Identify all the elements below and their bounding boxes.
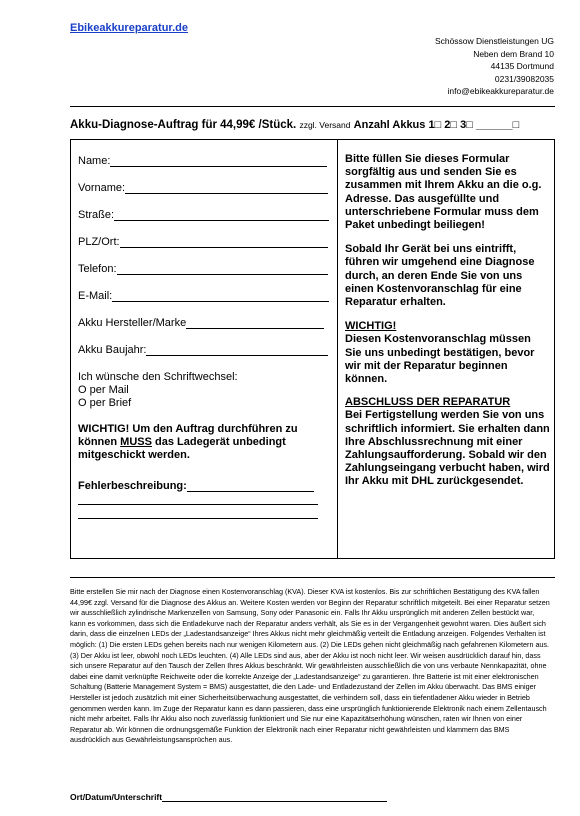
vorname-field[interactable]	[78, 182, 328, 194]
form-column-divider	[337, 139, 338, 559]
company-address	[435, 35, 554, 98]
fine-print: Bitte erstellen Sie mir nach der Diagnose einen Kostenvoranschlag (KVA). Dieser KVA ist kostenlos. Bis zur schriftlichen Bestätigung des KVA fallen 44,99€ zzgl. Versand für die Diagnose des Akkus an. Weitere Kosten werden vor Beginn der Reparatur schriftlich mitgeteilt. Bei einer Reparatur setzen wir ausschließlich zylindrische Markenzellen von Samsung, Sony oder Panasonic ein. Falls Ihr Akku ursprünglich mit anderen Zellen bestückt war, kann es vorkommen, dass sich die Entladekurve nach der Reparatur anders verhält, als Sie es in der Vergangenheit gewohnt waren. Dies äußert sich darin, dass die einzelnen LEDs der „Ladestandsanzeige“ Ihres Akkus nicht mehr gleichmäßig verteilt die Entladung anzeigen. Folgendes Verhalten ist möglich: (1) Die ersten LEDs gehen bereits nach nur wenigen Kilometern aus. (2) Die LEDs gehen nicht gleichmäßig nach gefahrenen Kilometern aus. (3) Der Akku ist leer, obwohl noch LEDs leuchten. (4) Alle LEDs sind aus, aber der Akku ist noch nicht leer. Wir weisen ausdrücklich darauf hin, dass sich unsere Reparatur auf den Tausch der Zellen Ihres Akkus beschränkt. Wir gewährleisten ausschließlich die von uns verbaute Nennkapazität, ohne dabei eine damit verknüpfte Reichweite oder die korrekte Anzeige der „Ladestandsanzeige“ zu garantieren. Ihre Batterie ist mit einer elektronischen Schaltung (Batterie Management System = BMS) ausgestattet, die den Lade- und Entladezustand der Zellen im Akku überwacht. Das BMS einiger Hersteller ist jedoch zusätzlich mit einer Sicherheitsüberwachung ausgestattet, die verhindern soll, dass ein tiefentladener Akku wieder in Betrieb genommen werden kann. Im Zuge der Reparatur kann es dann passieren, dass eine ursprünglich funktionierende Elektronik nach einem Zellentausch nicht mehr arbeitet. Falls Ihr Akku also noch zuverlässig funktioniert und Sie nur eine Kapazitätserhöhung wünschen, raten wir Ihnen von einer Reparatur ab. Wir können die ordnungsgemäße Funktion der Elektronik nach einer Reparatur nicht gewährleisten und klammern das BMS ausdrücklich aus Gewährleistungsansprüchen aus.	[70, 587, 550, 745]
charger-warning-muss: MUSS	[120, 436, 152, 448]
per-brief-option[interactable]: O per Brief	[78, 397, 132, 409]
order-title	[70, 119, 519, 131]
name-field[interactable]	[78, 155, 327, 167]
hersteller-label: Akku Hersteller/Marke	[78, 317, 187, 329]
email-field[interactable]	[78, 290, 329, 302]
vorname-label: Vorname:	[78, 182, 126, 194]
fine-print-divider	[70, 577, 555, 578]
info-wichtig-text: Diesen Kostenvoranschlag müssen Sie uns unbedingt bestätigen, bevor wir mit der Reparatur beginnen können.	[345, 333, 535, 386]
info-wichtig	[345, 320, 550, 386]
company-name: Schössow Dienstleistungen UG	[434, 36, 554, 46]
shipping-note: zzgl. Versand	[299, 120, 351, 130]
company-phone: 0231/39082035	[494, 73, 554, 84]
company-city: 44135 Dortmund	[490, 61, 554, 71]
info-column	[345, 153, 550, 500]
fehler-label: Fehlerbeschreibung:	[78, 480, 187, 492]
vorname-input-line[interactable]	[125, 182, 328, 194]
battery-count[interactable]: Anzahl Akkus 1□ 2□ 3□ ______□	[353, 119, 520, 131]
strasse-field[interactable]	[78, 209, 329, 221]
email-input-line[interactable]	[112, 290, 329, 302]
plz-ort-label: PLZ/Ort:	[78, 236, 120, 248]
email-label: E-Mail:	[78, 290, 113, 302]
per-mail-option[interactable]: O per Mail	[78, 384, 129, 396]
info-wichtig-heading: WICHTIG!	[345, 320, 397, 333]
signature-field[interactable]	[70, 792, 387, 802]
telefon-label: Telefon:	[78, 263, 117, 275]
info-abschluss	[345, 396, 550, 488]
baujahr-label: Akku Baujahr:	[78, 344, 147, 356]
charger-warning-text-2: das Ladegerät unbedingt mitgeschickt werden.	[78, 436, 286, 461]
header-divider	[70, 106, 555, 107]
strasse-input-line[interactable]	[114, 209, 329, 221]
baujahr-field[interactable]	[78, 344, 328, 356]
telefon-input-line[interactable]	[117, 263, 328, 275]
fehler-input-line-2[interactable]	[78, 504, 318, 505]
hersteller-input-line[interactable]	[186, 317, 324, 329]
hersteller-field[interactable]	[78, 317, 324, 329]
info-abschluss-heading: ABSCHLUSS DER REPARATUR	[345, 396, 511, 409]
fehler-field[interactable]	[78, 480, 314, 492]
signature-label: Ort/Datum/Unterschrift	[70, 792, 163, 802]
company-street: Neben dem Brand 10	[473, 48, 554, 59]
info-instructions: Bitte füllen Sie dieses Formular sorgfältig aus und senden Sie es zusammen mit Ihrem Akku an die o.g. Adresse. Das ausgefüllte und unterschriebene Formular muss dem Paket unbedingt beiliegen!	[345, 153, 542, 232]
telefon-field[interactable]	[78, 263, 328, 275]
plz-ort-field[interactable]	[78, 236, 328, 248]
name-input-line[interactable]	[110, 155, 327, 167]
plz-ort-input-line[interactable]	[120, 236, 328, 248]
site-link[interactable]: Ebikeakkureparatur.de	[70, 22, 189, 34]
fehler-input-line-3[interactable]	[78, 518, 318, 519]
info-diagnosis: Sobald Ihr Gerät bei uns eintrifft, führen wir umgehend eine Diagnose durch, an deren Ende Sie von uns einen Kostenvoranschlag für eine Reparatur erhalten.	[345, 243, 535, 309]
strasse-label: Straße:	[78, 209, 115, 221]
charger-warning-text-1: WICHTIG! Um den Auftrag durchführen zu können	[78, 423, 298, 448]
signature-line[interactable]	[162, 792, 387, 802]
schriftwechsel-section	[78, 371, 238, 410]
info-abschluss-text: Bei Fertigstellung werden Sie von uns schriftlich informiert. Sie erhalten dann Ihre Abschlussrechnung mit einer Zahlungsaufforderung. Sobald wir den Zahlungseingang verbucht haben, wird Ihr Akku mit DHL zurückgesendet.	[345, 409, 550, 488]
schriftwechsel-label: Ich wünsche den Schriftwechsel:	[78, 371, 238, 383]
order-title-text: Akku-Diagnose-Auftrag für 44,99€ /Stück.	[70, 119, 297, 131]
company-email[interactable]: info@ebikeakkureparatur.de	[447, 86, 554, 96]
baujahr-input-line[interactable]	[146, 344, 328, 356]
charger-warning	[78, 423, 330, 462]
fehler-input-line-1[interactable]	[187, 480, 314, 492]
name-label: Name:	[78, 155, 111, 167]
